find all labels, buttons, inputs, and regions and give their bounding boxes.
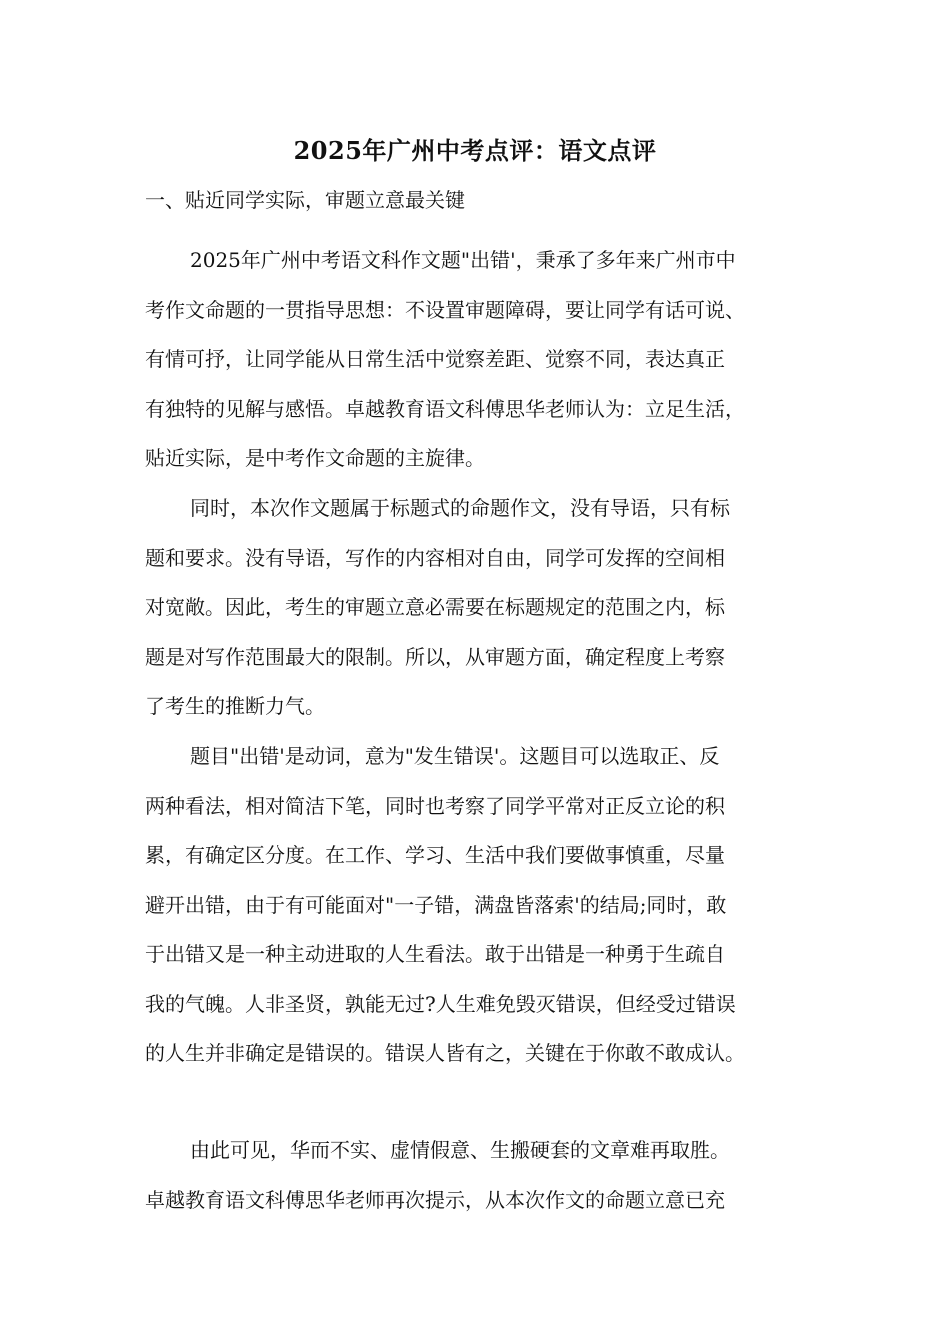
paragraph-line: 由此可见，华而不实、虚情假意、生搬硬套的文章难再取胜。: [190, 1138, 730, 1162]
paragraph-line: 题是对写作范围最大的限制。所以，从审题方面，确定程度上考察: [145, 644, 725, 669]
paragraph-line: 贴近实际，是中考作文命题的主旋律。: [145, 446, 485, 470]
paragraph-line: 累，有确定区分度。在工作、学习、生活中我们要做事慎重，尽量: [145, 843, 725, 867]
paragraph-line: 了考生的推断力气。: [145, 694, 325, 718]
paragraph-4: [145, 1126, 823, 1225]
paragraph-line: 对宽敞。因此，考生的审题立意必需要在标题规定的范围之内，标: [145, 595, 725, 619]
section-heading: 一、贴近同学实际，审题立意最关键: [145, 188, 465, 212]
paragraph-line: 的人生并非确定是错误的。错误人皆有之，关键在于你敢不敢成认。: [145, 1041, 745, 1065]
paragraph-line: 2025年广州中考语文科作文题"出错'，秉承了多年来广州市中: [190, 248, 736, 272]
paragraph-line: 有独特的见解与感悟。卓越教育语文科傅思华老师认为：立足生活，: [145, 396, 745, 421]
paragraph-line: 有情可抒，让同学能从日常生活中觉察差距、觉察不同，表达真正: [145, 347, 725, 371]
paragraph-line: 卓越教育语文科傅思华老师再次提示，从本次作文的命题立意已充: [145, 1187, 725, 1212]
paragraph-line: 于出错又是一种主动进取的人生看法。敢于出错是一种勇于生疏自: [145, 942, 725, 966]
paragraph-line: 我的气魄。人非圣贤，孰能无过?人生难免毁灭错误，但经受过错误: [145, 991, 736, 1016]
paragraph-3: [145, 732, 823, 1079]
paragraph-line: 避开出错，由于有可能面对"一子错，满盘皆落索'的结局;同时，敢: [145, 892, 727, 917]
paragraph-line: 题目"出错'是动词，意为"发生错误'。这题目可以选取正、反: [190, 744, 720, 768]
paragraph-2: [145, 484, 823, 732]
paragraph-line: 两种看法，相对简洁下笔，同时也考察了同学平常对正反立论的积: [145, 793, 725, 818]
paragraph-line: 同时，本次作文题属于标题式的命题作文，没有导语，只有标: [190, 496, 730, 520]
paragraph-line: 考作文命题的一贯指导思想：不设置审题障碍，要让同学有话可说、: [145, 297, 745, 322]
paragraph-line: 题和要求。没有导语，写作的内容相对自由，同学可发挥的空间相: [145, 545, 725, 570]
document-title: 2025年广州中考点评：语文点评: [293, 136, 657, 165]
paragraph-1: [145, 236, 823, 484]
